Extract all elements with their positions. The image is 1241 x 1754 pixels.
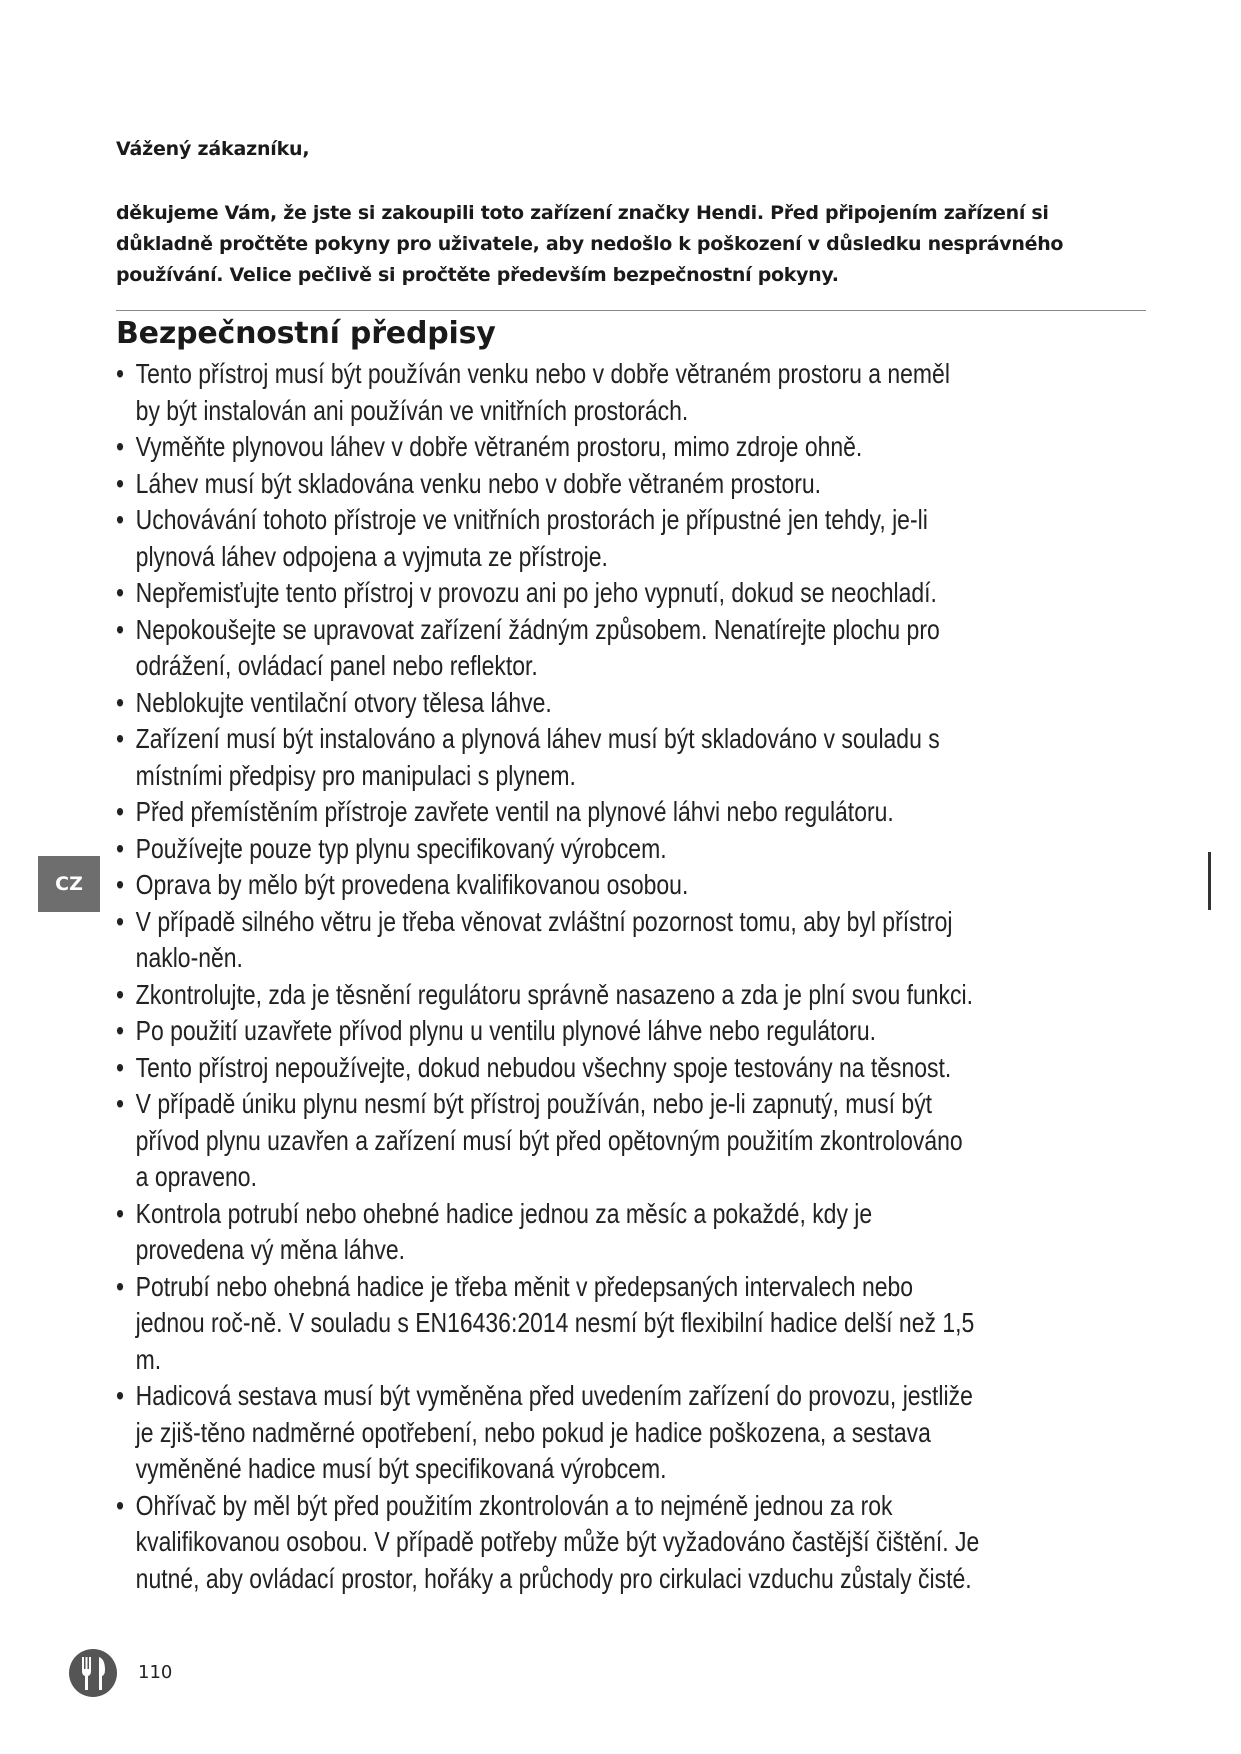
list-item bbox=[116, 1050, 980, 1087]
list-item bbox=[116, 356, 980, 429]
bullet: • bbox=[116, 686, 125, 718]
rule-text: Vyměňte plynovou láhev v dobře větraném prostoru, mimo zdroje ohně. bbox=[135, 431, 863, 462]
list-item bbox=[116, 502, 980, 575]
list-item bbox=[116, 429, 980, 466]
list-item bbox=[116, 904, 980, 977]
bullet: • bbox=[116, 358, 125, 389]
rule-text: Tento přístroj nepoužívejte, dokud nebudou všechny spoje testovány na těsnost. bbox=[135, 1051, 952, 1083]
list-item bbox=[116, 1013, 980, 1050]
rule-text: V případě úniku plynu nesmí být přístroj používán, nebo je-li zapnutý, musí být přívod plynu uzavřen a zařízení musí být před opětovným použitím zkontrolováno a opraveno. bbox=[135, 1088, 963, 1192]
list-item bbox=[116, 1378, 980, 1488]
list-item bbox=[116, 466, 980, 503]
page-number: 110 bbox=[138, 1662, 173, 1683]
side-marker bbox=[1208, 852, 1211, 910]
rule-text: Před přemístěním přístroje zavřete ventil na plynové láhvi nebo regulátoru. bbox=[135, 796, 894, 827]
bullet: • bbox=[116, 723, 125, 754]
intro-paragraph: děkujeme Vám, že jste si zakoupili toto zařízení značky Hendi. Před připojením zařízení si důkladně pročtěte pokyny pro uživatele, aby nedošlo k poškození v důsledku nesprávného používání. Velice pečlivě si pročtěte především bezpečnostní pokyny. bbox=[116, 202, 1064, 286]
rule-text: Uchovávání tohoto přístroje ve vnitřních prostorách je přípustné jen tehdy, je-li plynová láhev odpojena a vyjmuta ze přístroje. bbox=[135, 504, 928, 572]
bullet: • bbox=[116, 1270, 125, 1302]
greeting: Vážený zákazníku, bbox=[116, 138, 310, 160]
list-item bbox=[116, 977, 980, 1014]
list-item bbox=[116, 831, 980, 868]
rule-text: Po použití uzavřete přívod plynu u ventilu plynové láhve nebo regulátoru. bbox=[135, 1015, 876, 1046]
list-item bbox=[116, 1196, 980, 1269]
rule-text: Zkontrolujte, zda je těsnění regulátoru správně nasazeno a zda je plní svou funkci. bbox=[135, 978, 973, 1010]
bullet: • bbox=[116, 504, 125, 535]
bullet: • bbox=[116, 1197, 125, 1229]
bullet: • bbox=[116, 905, 125, 937]
list-item bbox=[116, 685, 980, 722]
list-item bbox=[116, 1269, 980, 1379]
divider bbox=[116, 310, 1146, 311]
bullet: • bbox=[116, 431, 125, 462]
list-item bbox=[116, 867, 980, 904]
bullet: • bbox=[116, 577, 125, 608]
bullet: • bbox=[116, 832, 125, 864]
list-item bbox=[116, 575, 980, 612]
rule-text: V případě silného větru je třeba věnovat zvláštní pozornost tomu, aby byl přístroj naklo-něn. bbox=[135, 905, 953, 973]
rule-text: Kontrola potrubí nebo ohebné hadice jednou za měsíc a pokaždé, kdy je provedena vý měna láhve. bbox=[135, 1197, 873, 1265]
rule-text: Láhev musí být skladována venku nebo v dobře větraném prostoru. bbox=[135, 467, 822, 499]
cutlery-logo-icon bbox=[68, 1648, 118, 1698]
list-item bbox=[116, 612, 980, 685]
bullet: • bbox=[116, 1015, 125, 1046]
rule-text: Hadicová sestava musí být vyměněna před uvedením zařízení do provozu, jestliže je zjiš-těno nadměrné opotřebení, nebo pokud je hadice poškozena, a sestava vyměněné hadice musí být specifikovaná výrobcem. bbox=[135, 1380, 973, 1484]
list-item bbox=[116, 1488, 980, 1598]
rule-text: Používejte pouze typ plynu specifikovaný výrobcem. bbox=[135, 832, 667, 864]
rule-text: Zařízení musí být instalováno a plynová láhev musí být skladováno v souladu s místními předpisy pro manipulaci s plynem. bbox=[135, 723, 940, 791]
bullet: • bbox=[116, 1088, 125, 1119]
list-item bbox=[116, 794, 980, 831]
rule-text: Potrubí nebo ohebná hadice je třeba měnit v předepsaných intervalech nebo jednou roč-ně. V souladu s EN16436:2014 nesmí být flexibilní hadice delší než 1,5 m. bbox=[135, 1270, 975, 1375]
bullet: • bbox=[116, 613, 125, 645]
rule-text: Neblokujte ventilační otvory tělesa láhve. bbox=[135, 686, 552, 718]
rule-text: Nepřemisťujte tento přístroj v provozu ani po jeho vypnutí, dokud se neochladí. bbox=[135, 577, 937, 608]
language-tab: CZ bbox=[38, 856, 100, 912]
rule-text: Nepokoušejte se upravovat zařízení žádným způsobem. Nenatírejte plochu pro odrážení, ovládací panel nebo reflektor. bbox=[135, 613, 940, 681]
bullet: • bbox=[116, 796, 125, 827]
rule-text: Oprava by mělo být provedena kvalifikovanou osobou. bbox=[135, 869, 689, 900]
bullet: • bbox=[116, 1051, 125, 1083]
safety-rules-list bbox=[116, 356, 980, 1597]
rule-text: Ohřívač by měl být před použitím zkontrolován a to nejméně jednou za rok kvalifikovanou osobou. V případě potřeby může být vyžadováno častější čištění. Je nutné, aby ovládací prostor, hořáky a průchody pro cirkulaci vzduchu zůstaly čisté. bbox=[135, 1489, 980, 1594]
rule-text: Tento přístroj musí být používán venku nebo v dobře větraném prostoru a neměl by být instalován ani používán ve vnitřních prostorách. bbox=[135, 358, 950, 426]
bullet: • bbox=[116, 978, 125, 1010]
bullet: • bbox=[116, 869, 125, 900]
list-item bbox=[116, 721, 980, 794]
section-title: Bezpečnostní předpisy bbox=[116, 316, 496, 351]
bullet: • bbox=[116, 1380, 125, 1411]
bullet: • bbox=[116, 1489, 125, 1521]
bullet: • bbox=[116, 467, 125, 499]
list-item bbox=[116, 1086, 980, 1196]
